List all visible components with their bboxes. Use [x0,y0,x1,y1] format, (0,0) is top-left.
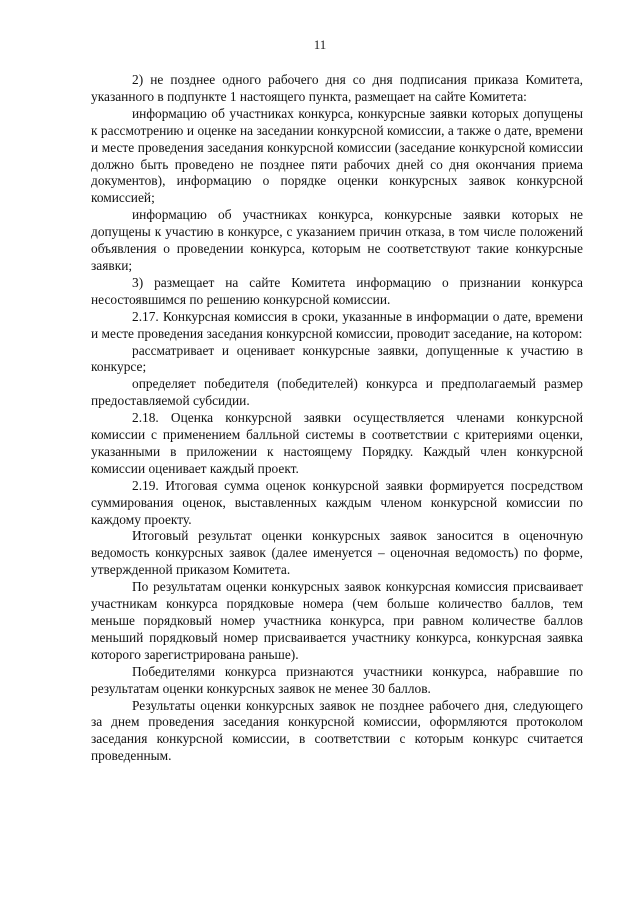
paragraph-item-2: 2) не позднее одного рабочего дня со дня подписания приказа Комитета, указанного в подпункте 1 настоящего пункта, размещает на сайте Комитета: [91,72,583,104]
paragraph-2-17: 2.17. Конкурсная комиссия в сроки, указанные в информации о дате, времени и месте проведения заседания конкурсной комиссии, проводит заседание, на котором: [91,308,583,341]
paragraph-final-result: Итоговый результат оценки конкурсных заявок заносится в оценочную ведомость конкурсных заявок (далее именуется – оценочная ведомость) по форме, утвержденной приказом Комитета. [91,528,583,578]
paragraph-participants-rejected: информацию об участниках конкурса, конкурсные заявки которых не допущены к участию в конкурсе, с указанием причин отказа, в том числе положений объявления о проведении конкурса, которым не соответствуют такие конкурсные заявки; [91,207,583,273]
paragraph-reviews-applications: рассматривает и оценивает конкурсные заявки, допущенные к участию в конкурсе; [91,342,583,375]
paragraph-determines-winner: определяет победителя (победителей) конкурса и предполагаемый размер предоставляемой субсидии. [91,376,583,409]
paragraph-item-3: 3) размещает на сайте Комитета информацию о признании конкурса несостоявшимся по решению конкурсной комиссии. [91,274,583,307]
paragraph-winners: Победителями конкурса признаются участники конкурса, набравшие по результатам оценки конкурсных заявок не менее 30 баллов. [91,663,583,696]
document-body [91,72,583,765]
paragraph-results-protocol: Результаты оценки конкурсных заявок не позднее рабочего дня, следующего за днем проведения заседания конкурсной комиссии, оформляются протоколом заседания конкурсной комиссии, в соответствии с которым конкурс считается проведенным. [91,697,583,764]
page-number: 11 [313,37,327,52]
paragraph-participants-admitted: информацию об участниках конкурса, конкурсные заявки которых допущены к рассмотрению и оценке на заседании конкурсной комиссии, а также о дате, времени и месте проведения заседания конкурсной комиссии (заседание конкурсной комиссии должно быть проведено не позднее пяти рабочих дней со дня окончания приема документов), информацию о порядке оценки конкурсных заявок конкурсной комиссией; [91,105,583,206]
paragraph-ranking: По результатам оценки конкурсных заявок конкурсная комиссия присваивает участникам конкурса порядковые номера (чем больше количество баллов, тем меньше порядковый номер участника конкурса, при равном количестве баллов меньший порядковый номер присваивается участнику конкурса, конкурсная заявка которого зарегистрирована раньше). [91,579,583,662]
paragraph-2-19: 2.19. Итоговая сумма оценок конкурсной заявки формируется посредством суммирования оценок, выставленных каждым членом конкурсной комиссии по каждому проекту. [91,477,583,527]
paragraph-2-18: 2.18. Оценка конкурсной заявки осуществляется членами конкурсной комиссии с применением балльной системы в соответствии с критериями оценки, указанными в приложении к настоящему Порядку. Каждый член конкурсной комиссии оценивает каждый проект. [91,410,583,476]
